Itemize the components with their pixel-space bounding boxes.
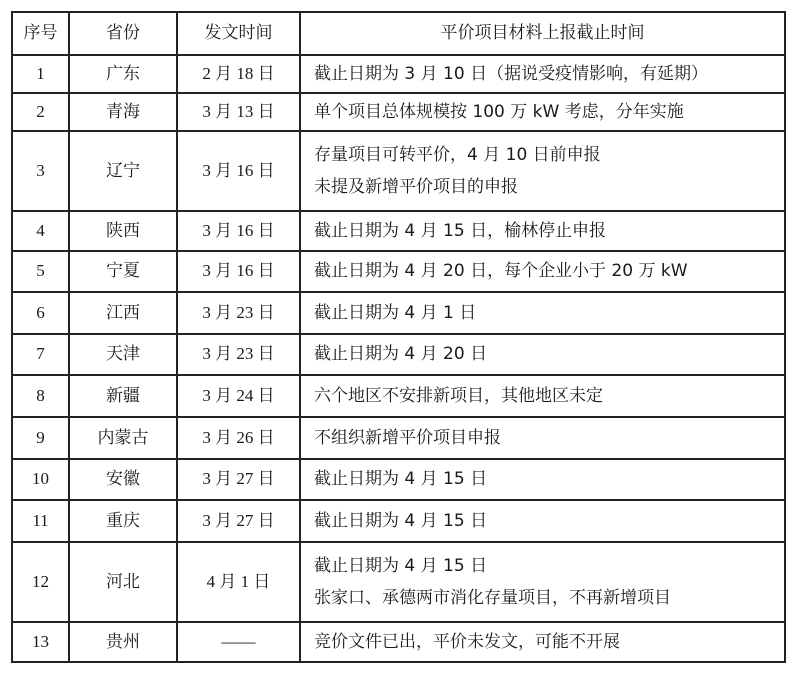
deadline-note: 截止日期为 4 月 20 日，每个企业小于 20 万 kW xyxy=(314,261,688,282)
province-cell: 青海 xyxy=(69,93,177,131)
deadline-cell xyxy=(300,459,785,500)
table-row xyxy=(12,622,785,662)
serial-cell: 2 xyxy=(12,93,69,131)
province-cell: 重庆 xyxy=(69,500,177,542)
deadline-note: 截止日期为 4 月 20 日 xyxy=(314,344,488,365)
date-cell: 3 月 23 日 xyxy=(177,292,300,334)
table-row xyxy=(12,334,785,375)
serial-cell: 8 xyxy=(12,375,69,417)
province-cell: 宁夏 xyxy=(69,251,177,292)
serial-cell: 1 xyxy=(12,55,69,93)
province-cell: 天津 xyxy=(69,334,177,375)
serial-cell: 12 xyxy=(12,542,69,622)
province-cell: 河北 xyxy=(69,542,177,622)
deadline-cell xyxy=(300,375,785,417)
date-cell: 3 月 24 日 xyxy=(177,375,300,417)
deadline-cell xyxy=(300,211,785,251)
date-cell: 4 月 1 日 xyxy=(177,542,300,622)
serial-cell: 6 xyxy=(12,292,69,334)
deadline-note: 存量项目可转平价，4 月 10 日前申报 xyxy=(314,144,601,165)
deadline-cell xyxy=(300,542,785,622)
province-cell: 新疆 xyxy=(69,375,177,417)
serial-cell: 11 xyxy=(12,500,69,542)
table-row xyxy=(12,55,785,93)
deadline-note: 竞价文件已出，平价未发文，可能不开展 xyxy=(314,631,620,652)
header-row xyxy=(12,12,785,55)
table-row xyxy=(12,251,785,292)
province-cell: 辽宁 xyxy=(69,131,177,211)
deadline-table xyxy=(11,11,786,663)
date-cell: 3 月 16 日 xyxy=(177,211,300,251)
table-row xyxy=(12,417,785,459)
table-row xyxy=(12,292,785,334)
deadline-cell xyxy=(300,417,785,459)
table-row xyxy=(12,542,785,622)
deadline-cell xyxy=(300,622,785,662)
province-cell: 内蒙古 xyxy=(69,417,177,459)
date-cell: 3 月 16 日 xyxy=(177,131,300,211)
serial-cell: 4 xyxy=(12,211,69,251)
province-cell: 广东 xyxy=(69,55,177,93)
deadline-cell xyxy=(300,251,785,292)
deadline-note: 六个地区不安排新项目，其他地区未定 xyxy=(314,385,603,406)
date-cell: 3 月 23 日 xyxy=(177,334,300,375)
deadline-note: 截止日期为 4 月 1 日 xyxy=(314,302,477,323)
deadline-note: 截止日期为 4 月 15 日 xyxy=(314,555,488,576)
province-cell: 江西 xyxy=(69,292,177,334)
serial-cell: 7 xyxy=(12,334,69,375)
table-row xyxy=(12,459,785,500)
header-province: 省份 xyxy=(69,12,177,55)
date-cell: 3 月 26 日 xyxy=(177,417,300,459)
deadline-cell xyxy=(300,500,785,542)
deadline-note: 截止日期为 4 月 15 日，榆林停止申报 xyxy=(314,220,607,241)
date-cell: 3 月 27 日 xyxy=(177,459,300,500)
header-deadline: 平价项目材料上报截止时间 xyxy=(300,12,785,55)
serial-cell: 9 xyxy=(12,417,69,459)
deadline-note: 张家口、承德两市消化存量项目，不再新增项目 xyxy=(314,588,671,608)
table-row xyxy=(12,375,785,417)
header-serial: 序号 xyxy=(12,12,69,55)
deadline-cell xyxy=(300,292,785,334)
date-cell: —— xyxy=(177,622,300,662)
table-row xyxy=(12,93,785,131)
table-row xyxy=(12,211,785,251)
serial-cell: 10 xyxy=(12,459,69,500)
deadline-note: 截止日期为 3 月 10 日（据说受疫情影响，有延期） xyxy=(314,63,709,84)
province-cell: 安徽 xyxy=(69,459,177,500)
deadline-cell xyxy=(300,131,785,211)
date-cell: 3 月 27 日 xyxy=(177,500,300,542)
deadline-cell xyxy=(300,93,785,131)
serial-cell: 13 xyxy=(12,622,69,662)
table-row xyxy=(12,131,785,211)
province-cell: 贵州 xyxy=(69,622,177,662)
deadline-note: 截止日期为 4 月 15 日 xyxy=(314,469,488,490)
serial-cell: 3 xyxy=(12,131,69,211)
province-cell: 陕西 xyxy=(69,211,177,251)
deadline-cell xyxy=(300,55,785,93)
deadline-note: 单个项目总体规模按 100 万 kW 考虑，分年实施 xyxy=(314,101,684,122)
date-cell: 3 月 13 日 xyxy=(177,93,300,131)
table-row xyxy=(12,500,785,542)
deadline-note: 截止日期为 4 月 15 日 xyxy=(314,510,488,531)
deadline-note: 未提及新增平价项目的申报 xyxy=(314,177,518,197)
date-cell: 2 月 18 日 xyxy=(177,55,300,93)
deadline-cell xyxy=(300,334,785,375)
date-cell: 3 月 16 日 xyxy=(177,251,300,292)
deadline-note: 不组织新增平价项目申报 xyxy=(314,427,501,448)
header-date: 发文时间 xyxy=(177,12,300,55)
serial-cell: 5 xyxy=(12,251,69,292)
